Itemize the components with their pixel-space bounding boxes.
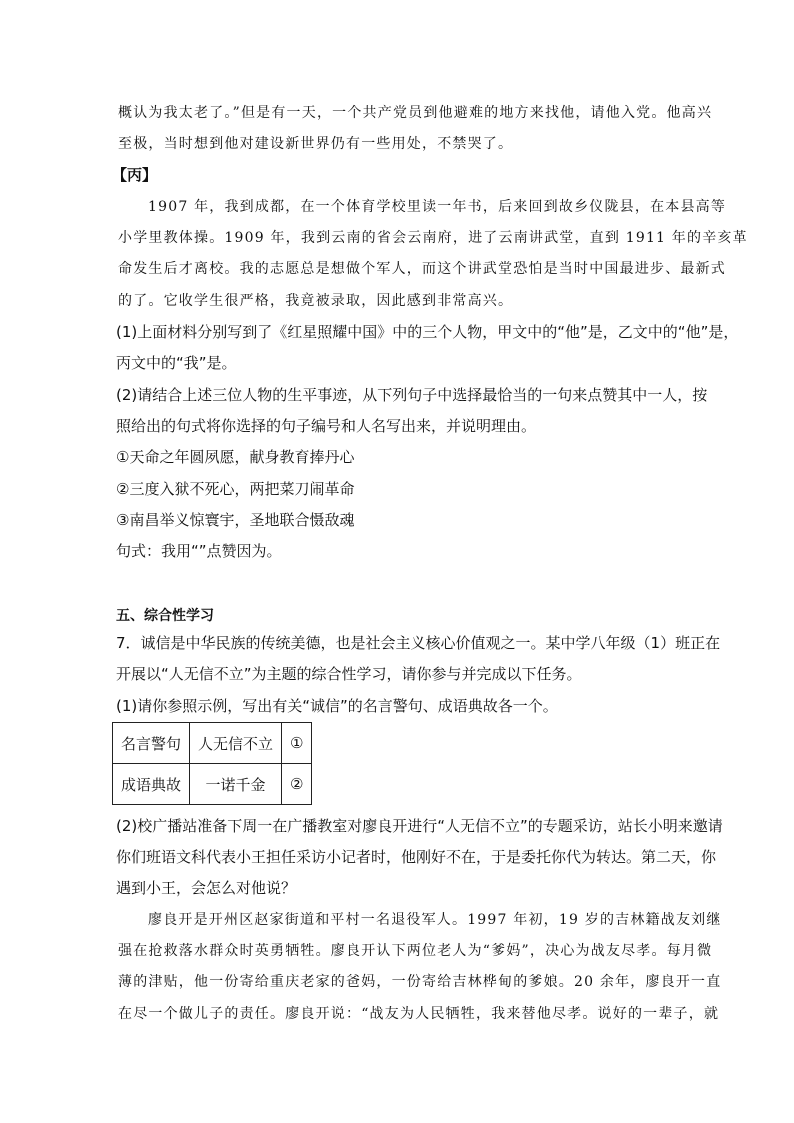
table-row — [113, 723, 312, 764]
q6-answer-format: 句式：我用“”点赞因为。 — [116, 542, 282, 560]
story-line-1: 廖良开是开州区赵家街道和平村一名退役军人。1997 年初，19 岁的吉林籍战友刘继 — [148, 912, 722, 928]
passage-c-line-1: 1907 年，我到成都，在一个体育学校里读一年书，后来回到故乡仪陇县，在本县高等 — [148, 199, 727, 215]
q6-option-1: ①天命之年圆夙愿，献身教育捧丹心 — [116, 448, 355, 466]
q7-stem-line-1: 7．诚信是中华民族的传统美德，也是社会主义核心价值观之一。某中学八年级（1）班正在 — [116, 634, 721, 652]
q6-option-2: ②三度入狱不死心，两把菜刀闹革命 — [116, 480, 355, 498]
passage-c-heading: 【丙】 — [112, 166, 158, 184]
answer-blank-1[interactable]: ① — [282, 723, 312, 764]
honesty-table — [112, 722, 312, 805]
q6-part1-line-2: 丙文中的“我”是。 — [116, 354, 237, 372]
table-row — [113, 764, 312, 805]
q6-part2-line-2: 照给出的句式将你选择的句子编号和人名写出来，并说明理由。 — [116, 417, 537, 435]
passage-c-line-4: 的了。它收学生很严格，我竟被录取，因此感到非常高兴。 — [118, 293, 514, 309]
table-cell: 一诺千金 — [190, 764, 282, 805]
q6-part1-line-1: (1)上面材料分别写到了《红星照耀中国》中的三个人物，甲文中的“他”是，乙文中的“他”是， — [116, 323, 739, 341]
story-line-4: 在尽一个做儿子的责任。廖良开说：“战友为人民牺牲，我来替他尽孝。说好的一辈子，就 — [118, 1006, 720, 1022]
story-line-2: 强在抢救落水群众时英勇牺牲。廖良开认下两位老人为“爹妈”，决心为战友尽孝。每月微 — [118, 943, 713, 959]
passage-b-line-1: 概认为我太老了。”但是有一天，一个共产党员到他避难的地方来找他，请他入党。他高兴 — [118, 105, 713, 121]
passage-b-line-2: 至极，当时想到他对建设新世界仍有一些用处，不禁哭了。 — [118, 136, 514, 152]
passage-c-line-3: 命发生后才离校。我的志愿总是想做个军人，而这个讲武堂恐怕是当时中国最进步、最新式 — [118, 261, 726, 277]
q7-stem-line-2: 开展以“人无信不立”为主题的综合性学习，请你参与并完成以下任务。 — [116, 665, 582, 683]
q7-sub2-line-2: 你们班语文科代表小王担任采访小记者时，他刚好不在，于是委托你代为转达。第二天，你 — [116, 848, 717, 866]
q7-sub2-line-1: (2)校广播站准备下周一在广播教室对廖良开进行“人无信不立”的专题采访，站长小明来邀请 — [116, 817, 723, 835]
table-cell: 成语典故 — [113, 764, 190, 805]
passage-c-line-2: 小学里教体操。1909 年，我到云南的省会云南府，进了云南讲武堂，直到 1911 年的辛亥革 — [118, 230, 748, 246]
q6-option-3: ③南昌举义惊寰宇，圣地联合慑敌魂 — [116, 511, 355, 529]
story-line-3: 薄的津贴，他一份寄给重庆老家的爸妈，一份寄给吉林桦甸的爹娘。20 余年，廖良开一直 — [118, 974, 722, 990]
answer-blank-2[interactable]: ② — [282, 764, 312, 805]
q6-part2-line-1: (2)请结合上述三位人物的生平事迹，从下列句子中选择最恰当的一句来点赞其中一人，按 — [116, 386, 708, 404]
section-5-heading: 五、综合性学习 — [116, 608, 214, 624]
q7-sub2-line-3: 遇到小王，会怎么对他说？ — [116, 879, 297, 897]
q7-sub1: (1)请你参照示例，写出有关“诚信”的名言警句、成语典故各一个。 — [116, 697, 558, 715]
table-cell: 人无信不立 — [190, 723, 282, 764]
table-cell: 名言警句 — [113, 723, 190, 764]
